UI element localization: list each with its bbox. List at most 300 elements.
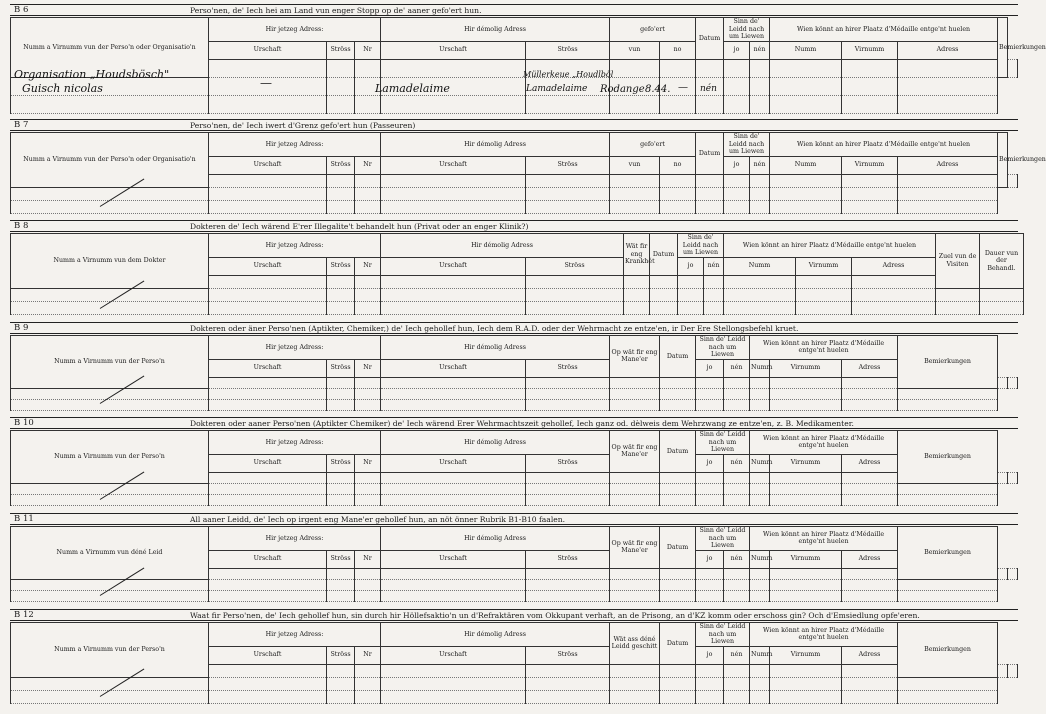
entry-cell[interactable] bbox=[381, 664, 526, 677]
entry-cell[interactable] bbox=[724, 579, 750, 590]
entry-cell[interactable] bbox=[696, 677, 724, 690]
entry-cell[interactable] bbox=[327, 388, 355, 399]
entry-cell[interactable] bbox=[750, 590, 770, 601]
entry-cell[interactable] bbox=[526, 187, 610, 200]
entry-cell[interactable] bbox=[610, 568, 660, 579]
entry-cell[interactable] bbox=[770, 579, 842, 590]
entry-cell[interactable] bbox=[998, 377, 1008, 388]
entry-cell[interactable] bbox=[327, 399, 355, 410]
entry-cell[interactable] bbox=[750, 187, 770, 200]
entry-cell[interactable] bbox=[842, 590, 898, 601]
entry-cell[interactable] bbox=[209, 377, 327, 388]
entry-cell[interactable] bbox=[11, 399, 209, 410]
entry-cell[interactable] bbox=[381, 301, 526, 314]
entry-cell[interactable] bbox=[381, 174, 526, 187]
entry-cell[interactable] bbox=[209, 174, 327, 187]
entry-cell[interactable] bbox=[704, 301, 724, 314]
entry-cell[interactable] bbox=[898, 494, 998, 505]
entry-cell[interactable] bbox=[209, 301, 327, 314]
current-address-header: Hir jetzeg Adress: bbox=[209, 18, 381, 42]
entry-cell[interactable] bbox=[770, 472, 842, 483]
entry-cell[interactable] bbox=[842, 174, 898, 187]
entry-cell[interactable] bbox=[381, 59, 526, 77]
entry-cell[interactable] bbox=[209, 388, 327, 399]
entry-cell[interactable] bbox=[898, 77, 998, 95]
entry-cell[interactable] bbox=[696, 483, 724, 494]
entry-cell[interactable] bbox=[209, 590, 327, 601]
entry-cell[interactable] bbox=[770, 377, 842, 388]
entry-cell[interactable] bbox=[327, 568, 355, 579]
entry-cell[interactable] bbox=[770, 59, 842, 77]
entry-cell[interactable] bbox=[660, 388, 696, 399]
entry-cell[interactable] bbox=[750, 690, 770, 703]
header-row bbox=[11, 527, 1018, 551]
entry-cell[interactable] bbox=[724, 677, 750, 690]
place-header: Urschaft bbox=[209, 454, 327, 472]
remarks-header: Bemierkungen bbox=[898, 527, 998, 580]
entry-cell[interactable] bbox=[842, 483, 898, 494]
entry-cell[interactable] bbox=[796, 275, 852, 288]
entry-cell[interactable] bbox=[381, 388, 526, 399]
entry-cell[interactable] bbox=[898, 95, 998, 113]
entry-cell[interactable] bbox=[355, 174, 381, 187]
entry-cell[interactable] bbox=[650, 301, 678, 314]
entry-cell[interactable] bbox=[327, 59, 355, 77]
entry-cell[interactable] bbox=[724, 187, 750, 200]
entry-cell[interactable] bbox=[842, 472, 898, 483]
entry-cell[interactable] bbox=[696, 187, 724, 200]
entry-cell[interactable] bbox=[327, 590, 355, 601]
entry-cell[interactable] bbox=[624, 275, 650, 288]
entry-cell[interactable] bbox=[209, 399, 327, 410]
entry-cell[interactable] bbox=[11, 494, 209, 505]
entry-cell[interactable] bbox=[11, 200, 209, 213]
entry-cell[interactable] bbox=[696, 579, 724, 590]
entry-cell[interactable] bbox=[842, 399, 898, 410]
entry-cell[interactable] bbox=[381, 472, 526, 483]
entry-cell[interactable] bbox=[660, 200, 696, 213]
entry-cell[interactable] bbox=[696, 590, 724, 601]
entry-cell[interactable] bbox=[898, 200, 998, 213]
entry-cell[interactable] bbox=[724, 568, 750, 579]
entry-cell[interactable] bbox=[660, 174, 696, 187]
entry-cell[interactable] bbox=[209, 59, 327, 77]
entry-cell[interactable] bbox=[209, 472, 327, 483]
entry-cell[interactable] bbox=[355, 95, 381, 113]
entry-cell[interactable] bbox=[750, 200, 770, 213]
entry-cell[interactable] bbox=[770, 200, 842, 213]
entry-cell[interactable] bbox=[770, 174, 842, 187]
entry-cell[interactable] bbox=[209, 187, 327, 200]
entry-cell[interactable] bbox=[724, 77, 750, 95]
entry-cell[interactable] bbox=[355, 377, 381, 388]
section-table bbox=[10, 622, 1018, 704]
entry-cell[interactable] bbox=[998, 664, 1008, 677]
entry-cell[interactable] bbox=[696, 174, 724, 187]
entry-cell[interactable] bbox=[526, 483, 610, 494]
entry-cell[interactable] bbox=[842, 377, 898, 388]
entry-cell[interactable] bbox=[724, 377, 750, 388]
entry-cell[interactable] bbox=[11, 677, 209, 690]
entry-cell[interactable] bbox=[842, 568, 898, 579]
entry-cell[interactable] bbox=[355, 200, 381, 213]
entry-cell[interactable] bbox=[610, 690, 660, 703]
entry-cell[interactable] bbox=[660, 95, 696, 113]
entry-cell[interactable] bbox=[381, 690, 526, 703]
entry-cell[interactable] bbox=[724, 95, 750, 113]
entry-cell[interactable] bbox=[209, 288, 327, 301]
entry-cell[interactable] bbox=[327, 664, 355, 677]
entry-cell[interactable] bbox=[898, 187, 998, 200]
entry-cell[interactable] bbox=[678, 301, 704, 314]
entry-cell[interactable] bbox=[770, 677, 842, 690]
entry-cell[interactable] bbox=[327, 275, 355, 288]
entry-cell[interactable] bbox=[209, 677, 327, 690]
entry-cell[interactable] bbox=[750, 472, 770, 483]
entry-cell[interactable] bbox=[724, 472, 750, 483]
entry-cell[interactable] bbox=[852, 275, 936, 288]
entry-cell[interactable] bbox=[610, 664, 660, 677]
entry-cell[interactable] bbox=[355, 579, 381, 590]
entry-cell[interactable] bbox=[796, 301, 852, 314]
entry-cell[interactable] bbox=[724, 399, 750, 410]
entry-cell[interactable] bbox=[750, 388, 770, 399]
entry-cell[interactable] bbox=[381, 494, 526, 505]
entry-cell[interactable] bbox=[526, 200, 610, 213]
entry-cell[interactable] bbox=[355, 590, 381, 601]
entry-cell[interactable] bbox=[936, 301, 980, 314]
entry-cell[interactable] bbox=[724, 275, 796, 288]
entry-cell[interactable] bbox=[526, 377, 610, 388]
entry-cell[interactable] bbox=[998, 568, 1008, 579]
section-table bbox=[10, 526, 1018, 602]
entry-cell[interactable] bbox=[724, 174, 750, 187]
entry-cell[interactable] bbox=[209, 690, 327, 703]
entry-cell[interactable] bbox=[696, 200, 724, 213]
entry-cell[interactable] bbox=[327, 377, 355, 388]
entry-cell[interactable] bbox=[526, 579, 610, 590]
entry-cell[interactable] bbox=[696, 59, 724, 77]
alive-yes-header: jo bbox=[696, 359, 724, 377]
entry-cell[interactable] bbox=[898, 690, 998, 703]
entry-cell[interactable] bbox=[724, 301, 796, 314]
entry-cell[interactable] bbox=[696, 399, 724, 410]
entry-cell[interactable] bbox=[898, 483, 998, 494]
entry-cell[interactable] bbox=[381, 288, 526, 301]
entry-cell[interactable] bbox=[770, 590, 842, 601]
entry-cell[interactable] bbox=[660, 664, 696, 677]
entry-cell[interactable] bbox=[750, 483, 770, 494]
entry-cell[interactable] bbox=[11, 590, 209, 601]
entry-cell[interactable] bbox=[381, 568, 526, 579]
entry-cell[interactable] bbox=[327, 200, 355, 213]
entry-cell[interactable] bbox=[11, 187, 209, 200]
entry-cell[interactable] bbox=[842, 579, 898, 590]
entry-cell[interactable] bbox=[209, 568, 327, 579]
entry-cell[interactable] bbox=[1008, 59, 1018, 77]
entry-cell[interactable] bbox=[852, 288, 936, 301]
entry-cell[interactable] bbox=[660, 377, 696, 388]
entry-cell[interactable] bbox=[526, 494, 610, 505]
entry-cell[interactable] bbox=[209, 579, 327, 590]
entry-cell[interactable] bbox=[355, 472, 381, 483]
entry-cell[interactable] bbox=[209, 664, 327, 677]
entry-cell[interactable] bbox=[526, 95, 610, 113]
entry-cell[interactable] bbox=[750, 77, 770, 95]
entry-cell[interactable] bbox=[660, 494, 696, 505]
entry-cell[interactable] bbox=[355, 275, 381, 288]
entry-cell[interactable] bbox=[750, 579, 770, 590]
place-header: Urschaft bbox=[209, 359, 327, 377]
entry-cell[interactable] bbox=[526, 399, 610, 410]
entry-cell[interactable] bbox=[724, 288, 796, 301]
entry-cell[interactable] bbox=[842, 664, 898, 677]
entry-cell[interactable] bbox=[355, 399, 381, 410]
entry-cell[interactable] bbox=[381, 590, 526, 601]
entry-cell[interactable] bbox=[381, 187, 526, 200]
entry-cell[interactable] bbox=[724, 483, 750, 494]
entry-cell[interactable] bbox=[209, 494, 327, 505]
entry-cell[interactable] bbox=[842, 677, 898, 690]
entry-cell[interactable] bbox=[381, 483, 526, 494]
entry-cell[interactable] bbox=[355, 664, 381, 677]
entry-cell[interactable] bbox=[770, 664, 842, 677]
entry-cell[interactable] bbox=[898, 590, 998, 601]
entry-cell[interactable] bbox=[770, 483, 842, 494]
entry-cell[interactable] bbox=[610, 200, 660, 213]
entry-cell[interactable] bbox=[660, 579, 696, 590]
entry-cell[interactable] bbox=[624, 301, 650, 314]
entry-cell[interactable] bbox=[209, 483, 327, 494]
entry-cell[interactable] bbox=[526, 472, 610, 483]
place-header: Urschaft bbox=[209, 156, 327, 174]
entry-cell[interactable] bbox=[355, 690, 381, 703]
former-place-header: Urschaft bbox=[381, 156, 526, 174]
entry-cell[interactable] bbox=[327, 187, 355, 200]
entry-cell[interactable] bbox=[381, 377, 526, 388]
entry-cell[interactable] bbox=[381, 200, 526, 213]
entry-cell[interactable] bbox=[381, 275, 526, 288]
entry-cell[interactable] bbox=[327, 494, 355, 505]
entry-cell[interactable] bbox=[852, 301, 936, 314]
entry-cell[interactable] bbox=[770, 77, 842, 95]
entry-cell[interactable] bbox=[842, 690, 898, 703]
entry-cell[interactable] bbox=[327, 288, 355, 301]
entry-cell[interactable] bbox=[526, 590, 610, 601]
entry-cell[interactable] bbox=[842, 200, 898, 213]
entry-cell[interactable] bbox=[696, 472, 724, 483]
entry-cell[interactable] bbox=[898, 59, 998, 77]
entry-cell[interactable] bbox=[526, 301, 624, 314]
entry-cell[interactable] bbox=[209, 95, 327, 113]
entry-cell[interactable] bbox=[750, 174, 770, 187]
entry-cell[interactable] bbox=[355, 494, 381, 505]
entry-cell[interactable] bbox=[724, 59, 750, 77]
entry-cell[interactable] bbox=[610, 399, 660, 410]
entry-cell[interactable] bbox=[660, 472, 696, 483]
entry-cell[interactable] bbox=[724, 664, 750, 677]
entry-cell[interactable] bbox=[936, 288, 980, 301]
entry-cell[interactable] bbox=[327, 472, 355, 483]
entry-cell[interactable] bbox=[610, 677, 660, 690]
entry-cell[interactable] bbox=[660, 187, 696, 200]
entry-cell[interactable] bbox=[1008, 664, 1018, 677]
entry-cell[interactable] bbox=[610, 472, 660, 483]
entry-cell[interactable] bbox=[660, 590, 696, 601]
entry-cell[interactable] bbox=[327, 95, 355, 113]
entry-cell[interactable] bbox=[696, 95, 724, 113]
entry-cell[interactable] bbox=[610, 590, 660, 601]
entry-cell[interactable] bbox=[526, 275, 624, 288]
entry-cell[interactable] bbox=[750, 59, 770, 77]
entry-cell[interactable] bbox=[650, 275, 678, 288]
entry-cell[interactable] bbox=[660, 677, 696, 690]
entry-cell[interactable] bbox=[610, 174, 660, 187]
entry-cell[interactable] bbox=[1008, 568, 1018, 579]
entry-cell[interactable] bbox=[980, 288, 1024, 301]
entry-cell[interactable] bbox=[624, 288, 650, 301]
entry-cell[interactable] bbox=[526, 568, 610, 579]
entry-cell[interactable] bbox=[327, 174, 355, 187]
entry-cell[interactable] bbox=[355, 677, 381, 690]
entry-cell[interactable] bbox=[750, 677, 770, 690]
entry-cell[interactable] bbox=[610, 59, 660, 77]
entry-cell[interactable] bbox=[11, 690, 209, 703]
entry-cell[interactable] bbox=[327, 301, 355, 314]
entry-cell[interactable] bbox=[610, 494, 660, 505]
entry-cell[interactable] bbox=[898, 174, 998, 187]
entry-cell[interactable] bbox=[724, 690, 750, 703]
entry-cell[interactable] bbox=[796, 288, 852, 301]
entry-cell[interactable] bbox=[355, 568, 381, 579]
entry-cell[interactable] bbox=[770, 690, 842, 703]
entry-cell[interactable] bbox=[724, 200, 750, 213]
entry-cell[interactable] bbox=[770, 494, 842, 505]
entry-cell[interactable] bbox=[980, 301, 1024, 314]
entry-cell[interactable] bbox=[355, 301, 381, 314]
entry-cell[interactable] bbox=[898, 399, 998, 410]
entry-cell[interactable] bbox=[526, 690, 610, 703]
entry-cell[interactable] bbox=[1008, 377, 1018, 388]
entry-cell[interactable] bbox=[610, 187, 660, 200]
entry-cell[interactable] bbox=[898, 388, 998, 399]
entry-cell[interactable] bbox=[355, 187, 381, 200]
medal-name-header: Numm bbox=[750, 454, 770, 472]
current-address-header: Hir jetzeg Adress: bbox=[209, 431, 381, 455]
entry-cell[interactable] bbox=[696, 377, 724, 388]
entry-cell[interactable] bbox=[610, 95, 660, 113]
entry-cell[interactable] bbox=[770, 95, 842, 113]
entry-cell[interactable] bbox=[526, 174, 610, 187]
entry-cell[interactable] bbox=[842, 388, 898, 399]
entry-cell[interactable] bbox=[696, 494, 724, 505]
entry-cell[interactable] bbox=[610, 377, 660, 388]
entry-cell[interactable] bbox=[381, 677, 526, 690]
entry-cell[interactable] bbox=[750, 568, 770, 579]
entry-cell[interactable] bbox=[750, 95, 770, 113]
entry-cell[interactable] bbox=[610, 483, 660, 494]
entry-cell[interactable] bbox=[696, 690, 724, 703]
entry-cell[interactable] bbox=[327, 579, 355, 590]
entry-cell[interactable] bbox=[610, 388, 660, 399]
entry-cell[interactable] bbox=[770, 568, 842, 579]
entry-cell[interactable] bbox=[355, 59, 381, 77]
entry-cell[interactable] bbox=[842, 59, 898, 77]
entry-cell[interactable] bbox=[696, 664, 724, 677]
entry-cell[interactable] bbox=[1008, 472, 1018, 483]
entry-cell[interactable] bbox=[770, 187, 842, 200]
entry-cell[interactable] bbox=[770, 388, 842, 399]
former-address-header: Hir démolig Adress bbox=[381, 18, 610, 42]
entry-cell[interactable] bbox=[750, 664, 770, 677]
alive-no-header: nén bbox=[724, 359, 750, 377]
entry-cell[interactable] bbox=[660, 59, 696, 77]
entry-cell[interactable] bbox=[678, 275, 704, 288]
entry-cell[interactable] bbox=[660, 568, 696, 579]
entry-cell[interactable] bbox=[770, 399, 842, 410]
entry-cell[interactable] bbox=[842, 77, 898, 95]
entry-cell[interactable] bbox=[650, 288, 678, 301]
entry-cell[interactable] bbox=[842, 95, 898, 113]
entry-cell[interactable] bbox=[209, 200, 327, 213]
entry-cell[interactable] bbox=[660, 399, 696, 410]
section-title: Perso'nen, de' Iech iwert d'Grenz gefo'ert hun (Passeuren) bbox=[190, 121, 416, 130]
entry-cell[interactable] bbox=[724, 388, 750, 399]
entry-cell[interactable] bbox=[209, 275, 327, 288]
entry-cell[interactable] bbox=[898, 579, 998, 590]
entry-cell[interactable] bbox=[704, 275, 724, 288]
entry-cell[interactable] bbox=[526, 388, 610, 399]
entry-cell[interactable] bbox=[327, 690, 355, 703]
entry-cell[interactable] bbox=[381, 579, 526, 590]
section-title: Dokteren oder äner Perso'nen (Aptikter, Chemiker,) de' Iech gehollef hun, Iech dem R.A.D. oder der Wehrmacht ze entze'en, ir Der Ere Stellongsbefehl kruet. bbox=[190, 324, 799, 333]
date-header: Datum bbox=[696, 18, 724, 60]
entry-cell[interactable] bbox=[660, 483, 696, 494]
entry-cell[interactable] bbox=[526, 288, 624, 301]
entry-cell[interactable] bbox=[381, 95, 526, 113]
entry-cell[interactable] bbox=[1008, 174, 1018, 187]
entry-cell[interactable] bbox=[724, 590, 750, 601]
entry-cell[interactable] bbox=[327, 77, 355, 95]
entry-cell[interactable] bbox=[842, 187, 898, 200]
entry-cell[interactable] bbox=[355, 288, 381, 301]
entry-cell[interactable] bbox=[327, 483, 355, 494]
entry-cell[interactable] bbox=[750, 377, 770, 388]
entry-cell[interactable] bbox=[381, 399, 526, 410]
entry-cell[interactable] bbox=[355, 388, 381, 399]
entry-cell[interactable] bbox=[355, 483, 381, 494]
entry-cell[interactable] bbox=[526, 677, 610, 690]
entry-cell[interactable] bbox=[526, 664, 610, 677]
entry-cell[interactable] bbox=[678, 288, 704, 301]
entry-cell[interactable] bbox=[327, 677, 355, 690]
entry-cell[interactable] bbox=[610, 579, 660, 590]
entry-cell[interactable] bbox=[660, 690, 696, 703]
entry-cell[interactable] bbox=[724, 494, 750, 505]
entry-cell[interactable] bbox=[842, 494, 898, 505]
entry-cell[interactable] bbox=[696, 568, 724, 579]
street-header: Ströss bbox=[327, 359, 355, 377]
entry-cell[interactable] bbox=[750, 494, 770, 505]
entry-cell[interactable] bbox=[750, 399, 770, 410]
entry-cell[interactable] bbox=[11, 95, 209, 113]
entry-cell[interactable] bbox=[696, 388, 724, 399]
entry-cell[interactable] bbox=[998, 472, 1008, 483]
entry-cell[interactable] bbox=[11, 288, 209, 301]
entry-cell[interactable] bbox=[704, 288, 724, 301]
entry-cell[interactable] bbox=[898, 677, 998, 690]
section-code: B 9 bbox=[14, 323, 29, 333]
